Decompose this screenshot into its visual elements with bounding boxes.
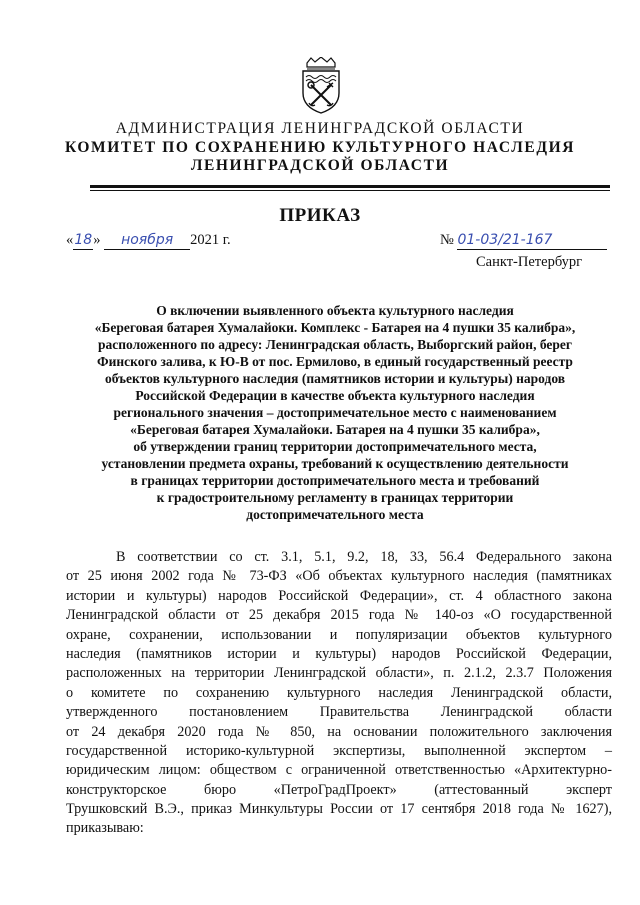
body-line: расположенных на территории Ленинградской области», п. 2.1.2, 2.3.7 Положения [66, 665, 612, 682]
body-line: приказываю: [66, 820, 144, 837]
heading-line: регионального значения – достопримечательное место с наименованием [113, 405, 557, 420]
date-day-handwritten: 18 [74, 232, 93, 248]
heading-line: Финского залива, к Ю-В от пос. Ермилово, в единый государственный реестр [97, 354, 573, 369]
body-line: юридическим лицом: обществом с ограниченной ответственностью «Архитектурно- [66, 762, 612, 779]
heading-line: достопримечательного места [246, 507, 424, 522]
order-date [66, 232, 231, 250]
order-body-text [66, 548, 612, 839]
heading-line: в границах территории достопримечательного места и требований [130, 473, 540, 488]
org-line-committee: КОМИТЕТ ПО СОХРАНЕНИЮ КУЛЬТУРНОГО НАСЛЕДИЯ [64, 139, 576, 156]
body-line: наследия (памятников истории и культуры) народов Российской Федерации, [66, 645, 612, 662]
body-line: Ленинградской области от 25 декабря 2015 года № 140-оз «О государственной [66, 607, 612, 624]
heading-line: Российской Федерации в качестве объекта культурного наследия [135, 388, 535, 403]
document-title: ПРИКАЗ [279, 205, 361, 226]
body-line: государственной историко-культурной экспертизы, выполненной экспертом – [66, 742, 612, 759]
header-divider-thin [90, 190, 610, 191]
header-divider-thick [90, 185, 610, 188]
heading-line: «Береговая батарея Хумалайоки. Батарея на 4 пушки 35 калибра», [130, 422, 540, 437]
body-line: от 24 декабря 2020 года № 850, на основании положительного заключения [66, 723, 612, 740]
order-heading [55, 302, 615, 523]
date-close-quote: » [93, 232, 101, 248]
body-line: о комитете по сохранению культурного наследия Ленинградской области, [66, 684, 612, 701]
order-city: Санкт-Петербург [476, 254, 583, 270]
date-year: 2021 г. [190, 232, 231, 248]
body-line: истории и культуры) народов Российской Федерации», ст. 4 областного закона [66, 587, 612, 604]
heading-line: расположенного по адресу: Ленинградская область, Выборгский район, берег [97, 337, 573, 352]
date-month-handwritten: ноября [121, 232, 174, 248]
heading-line: установлении предмета охраны, требований к осуществлению деятельности [101, 456, 569, 471]
coat-of-arms-icon [299, 57, 343, 115]
body-line: охране, сохранении, использовании и популяризации объектов культурного [66, 626, 612, 643]
number-handwritten: 01-03/21-167 [457, 232, 553, 248]
heading-line: об утверждении границ территории достопримечательного места, [133, 439, 537, 454]
org-line-administration: АДМИНИСТРАЦИЯ ЛЕНИНГРАДСКОЙ ОБЛАСТИ [115, 120, 525, 137]
heading-line: О включении выявленного объекта культурного наследия [156, 303, 514, 318]
body-line: Трушковский В.Э., приказ Минкультуры России от 17 сентября 2018 года № 1627), [66, 801, 612, 818]
body-line: В соответствии со ст. 3.1, 5.1, 9.2, 18, 33, 56.4 Федерального закона [116, 549, 612, 565]
org-line-region: ЛЕНИНГРАДСКОЙ ОБЛАСТИ [190, 157, 450, 174]
date-day-field [73, 232, 93, 250]
body-line: конструкторское бюро «ПетроГрадПроект» (аттестованный эксперт [66, 781, 612, 798]
date-month-field [104, 232, 190, 250]
number-prefix: № [440, 232, 454, 248]
body-line: от 25 июня 2002 года № 73-ФЗ «Об объектах культурного наследия (памятниках [66, 568, 612, 585]
heading-line: к градостроительному регламенту в границах территории [156, 490, 514, 505]
heading-line: объектов культурного наследия (памятников истории и культуры) народов [104, 371, 566, 386]
order-number [440, 232, 607, 250]
number-field [457, 232, 607, 250]
body-line: утвержденного постановлением Правительства Ленинградской области [66, 704, 612, 721]
date-open-quote: « [66, 232, 74, 248]
heading-line: «Береговая батарея Хумалайоки. Комплекс - Батарея на 4 пушки 35 калибра», [94, 320, 576, 335]
